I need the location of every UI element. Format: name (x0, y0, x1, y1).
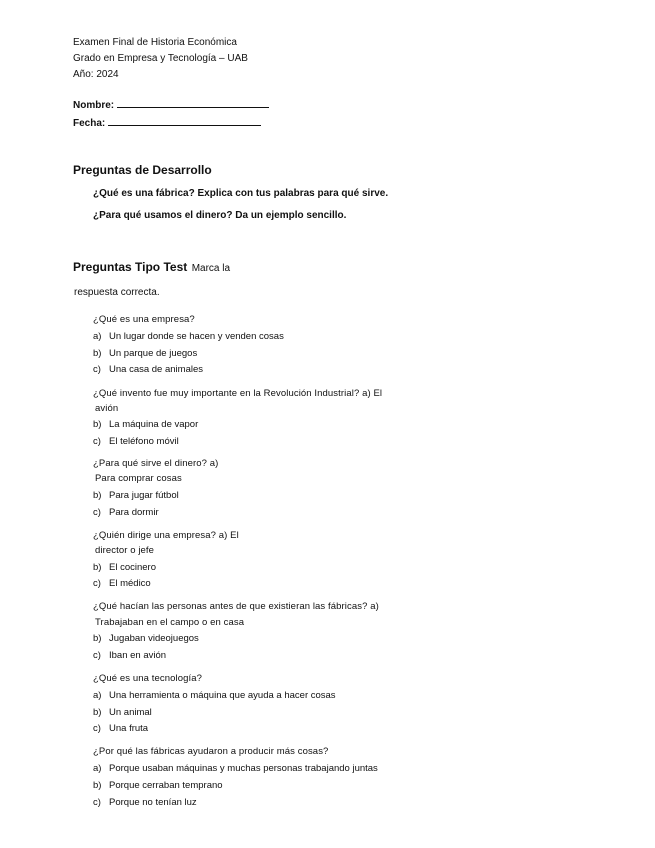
name-field (73, 97, 269, 111)
date-field (73, 115, 261, 129)
test-question-6: ¿Qué es una tecnología? (93, 673, 202, 684)
header-degree: Grado en Empresa y Tecnología – UAB (73, 53, 248, 64)
q4-option-a: director o jefe (95, 545, 155, 556)
test-instruction-b: respuesta correcta. (74, 287, 160, 298)
test-question-3: ¿Para qué sirve el dinero? a) (93, 458, 219, 469)
q6-option-c: c) Una fruta (93, 723, 149, 734)
test-instruction-a: Marca la (191, 263, 231, 274)
q3-option-c: c) Para dormir (93, 507, 159, 518)
q1-option-a: a) Un lugar donde se hacen y venden cosas (93, 331, 284, 342)
name-label: Nombre: (73, 100, 115, 111)
q2-option-c: c) El teléfono móvil (93, 436, 179, 447)
q4-option-c: c) El médico (93, 578, 151, 589)
section-title-test-line (73, 258, 230, 276)
header-course: Examen Final de Historia Económica (73, 37, 237, 48)
q7-option-a: a) Porque usaban máquinas y muchas personas trabajando juntas (93, 763, 378, 774)
name-blank-line (117, 97, 269, 108)
q7-option-c: c) Porque no tenían luz (93, 797, 197, 808)
date-blank-line (108, 115, 261, 126)
date-label: Fecha: (73, 118, 106, 129)
q6-option-b: b) Un animal (93, 707, 152, 718)
q6-option-a: a) Una herramienta o máquina que ayuda a hacer cosas (93, 690, 336, 701)
test-question-5: ¿Qué hacían las personas antes de que existieran las fábricas? a) (93, 601, 379, 612)
section-title-test: Preguntas Tipo Test (73, 260, 188, 274)
desarrollo-question-1: ¿Qué es una fábrica? Explica con tus palabras para qué sirve. (93, 188, 389, 199)
q3-option-a: Para comprar cosas (95, 473, 182, 484)
section-title-desarrollo: Preguntas de Desarrollo (73, 163, 212, 177)
q2-option-b: b) La máquina de vapor (93, 419, 199, 430)
q4-option-b: b) El cocinero (93, 562, 156, 573)
desarrollo-question-2: ¿Para qué usamos el dinero? Da un ejemplo sencillo. (93, 210, 347, 221)
q5-option-a: Trabajaban en el campo o en casa (95, 617, 245, 628)
q1-option-b: b) Un parque de juegos (93, 348, 198, 359)
q5-option-b: b) Jugaban videojuegos (93, 633, 199, 644)
q3-option-b: b) Para jugar fútbol (93, 490, 179, 501)
header-year: Año: 2024 (73, 69, 119, 80)
test-question-1: ¿Qué es una empresa? (93, 314, 195, 325)
q1-option-c: c) Una casa de animales (93, 364, 203, 375)
test-question-7: ¿Por qué las fábricas ayudaron a producir más cosas? (93, 746, 329, 757)
q2-option-a: avión (95, 403, 119, 414)
q5-option-c: c) Iban en avión (93, 650, 167, 661)
test-question-2: ¿Qué invento fue muy importante en la Revolución Industrial? a) El (93, 388, 383, 399)
q7-option-b: b) Porque cerraban temprano (93, 780, 223, 791)
test-question-4: ¿Quién dirige una empresa? a) El (93, 530, 239, 541)
